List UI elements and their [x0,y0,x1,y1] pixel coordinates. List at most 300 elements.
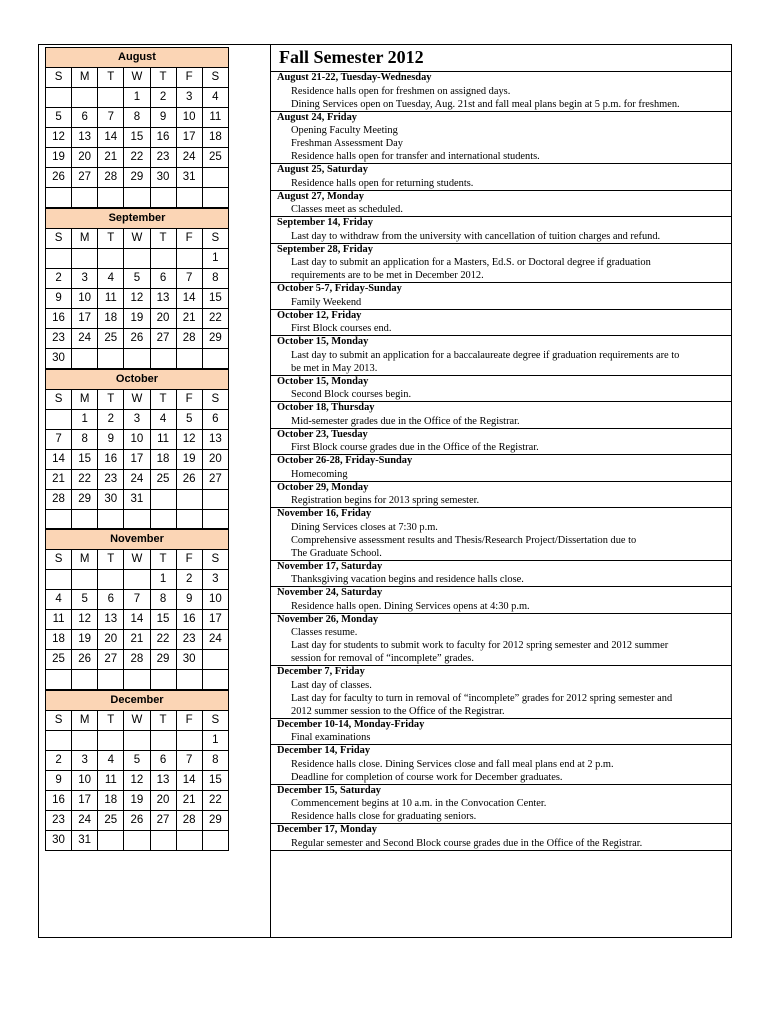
event-date: November 17, Saturday [277,560,383,572]
event-description: Last day to submit an application for a baccalaureate degree if graduation requirements are to [291,349,680,361]
week-row [46,188,229,208]
month-calendar-december [45,690,229,851]
day-of-week-header: T [98,711,124,731]
event-description: Regular semester and Second Block course grades due in the Office of the Registrar. [291,837,643,849]
day-cell: 31 [124,489,150,509]
day-of-week-header: S [46,228,72,248]
week-row [46,650,229,670]
calendar-document [38,44,732,938]
day-cell: 30 [150,168,176,188]
day-cell: 26 [46,168,72,188]
day-cell: 18 [98,791,124,811]
event-date: August 24, Friday [277,111,357,123]
event-date: November 16, Friday [277,508,372,519]
day-cell [176,188,202,208]
event-entry [271,745,731,785]
day-cell: 22 [72,469,98,489]
day-of-week-header: W [124,228,150,248]
event-entry [271,376,731,403]
day-cell: 20 [150,791,176,811]
day-of-week-header: W [124,389,150,409]
day-cell: 8 [150,590,176,610]
day-cell [150,831,176,851]
event-description: The Graduate School. [291,547,382,559]
day-cell: 6 [202,409,228,429]
day-cell: 11 [46,610,72,630]
month-calendar-august [45,47,229,208]
week-row [46,831,229,851]
event-description: Classes meet as scheduled. [291,204,403,215]
day-cell [202,509,228,529]
day-cell: 17 [202,610,228,630]
day-cell: 14 [176,288,202,308]
day-cell: 9 [98,429,124,449]
day-of-week-header: S [46,68,72,88]
day-cell: 23 [46,328,72,348]
day-of-week-header: T [150,228,176,248]
day-cell: 2 [46,268,72,288]
day-cell: 25 [98,328,124,348]
day-of-week-header: T [98,389,124,409]
day-cell: 9 [176,590,202,610]
event-date: August 25, Saturday [277,164,368,175]
day-cell [72,670,98,690]
day-cell: 5 [124,751,150,771]
event-entry [271,429,731,456]
event-date: October 12, Friday [277,309,362,321]
event-date: October 26-28, Friday-Sunday [277,455,413,466]
event-entry [271,310,731,337]
day-cell: 21 [98,148,124,168]
day-cell [98,731,124,751]
day-cell: 15 [72,449,98,469]
day-cell: 7 [46,429,72,449]
week-row [46,630,229,650]
day-of-week-header: T [98,228,124,248]
day-cell: 25 [150,469,176,489]
day-cell: 4 [98,751,124,771]
day-cell [98,831,124,851]
day-cell: 1 [124,88,150,108]
event-entry [271,402,731,429]
day-cell: 2 [150,88,176,108]
event-description: requirements are to be met in December 2012. [291,270,484,281]
day-cell [150,348,176,368]
day-cell [202,489,228,509]
week-row [46,791,229,811]
day-of-week-header: S [202,550,228,570]
day-cell [72,88,98,108]
day-cell: 20 [202,449,228,469]
day-cell: 6 [150,268,176,288]
month-calendar-november [45,529,229,690]
event-date: October 5-7, Friday-Sunday [277,283,402,294]
day-of-week-header: S [46,711,72,731]
day-cell: 1 [202,731,228,751]
event-date: November 26, Monday [277,613,379,625]
day-cell: 10 [202,590,228,610]
day-cell: 5 [124,268,150,288]
day-cell: 27 [72,168,98,188]
day-cell [150,670,176,690]
day-cell: 16 [150,128,176,148]
event-date: October 29, Monday [277,481,369,493]
day-cell [72,509,98,529]
month-name: December [46,691,229,711]
day-cell: 28 [46,489,72,509]
day-cell: 11 [202,108,228,128]
day-cell: 17 [72,791,98,811]
day-cell: 6 [150,751,176,771]
day-cell: 6 [98,590,124,610]
day-cell [202,348,228,368]
event-entry [271,666,731,719]
day-cell: 19 [124,791,150,811]
day-of-week-header: S [202,711,228,731]
day-cell: 25 [46,650,72,670]
week-row [46,429,229,449]
event-description: Freshman Assessment Day [291,138,403,149]
day-cell: 13 [150,288,176,308]
day-cell: 27 [150,811,176,831]
day-cell: 20 [72,148,98,168]
day-cell [150,509,176,529]
week-row [46,570,229,590]
day-cell: 30 [46,831,72,851]
event-description: Mid-semester grades due in the Office of the Registrar. [291,415,520,427]
day-cell: 24 [124,469,150,489]
day-cell [176,489,202,509]
day-cell: 26 [176,469,202,489]
day-cell: 3 [124,409,150,429]
event-description: Comprehensive assessment results and Thesis/Research Project/Dissertation due to [291,534,637,546]
day-cell [98,188,124,208]
week-row [46,590,229,610]
day-cell [176,248,202,268]
day-cell [46,509,72,529]
week-row [46,771,229,791]
month-name: October [46,369,229,389]
day-cell [72,248,98,268]
event-description: Residence halls open for freshmen on assigned days. [291,85,511,97]
day-cell: 29 [202,811,228,831]
page-title: Fall Semester 2012 [271,45,731,72]
event-description: Residence halls close for graduating seniors. [291,811,477,822]
day-cell [202,831,228,851]
event-date: December 10-14, Monday-Friday [277,718,425,730]
day-cell: 20 [98,630,124,650]
day-cell: 2 [46,751,72,771]
day-cell: 14 [98,128,124,148]
day-cell: 22 [124,148,150,168]
day-cell: 8 [124,108,150,128]
day-cell [98,509,124,529]
day-of-week-header: M [72,228,98,248]
day-cell: 4 [98,268,124,288]
day-of-week-header: T [98,68,124,88]
event-description: Registration begins for 2013 spring semester. [291,495,480,506]
day-cell: 30 [46,348,72,368]
day-cell: 19 [72,630,98,650]
event-description: Deadline for completion of course work for December graduates. [291,771,563,783]
event-description: Last day to withdraw from the university with cancellation of tuition charges and refund. [291,230,661,242]
event-description: Final examinations [291,732,371,743]
day-cell [176,670,202,690]
day-of-week-header: M [72,711,98,731]
day-of-week-header: M [72,389,98,409]
day-of-week-header: W [124,550,150,570]
day-cell: 3 [72,268,98,288]
day-cell: 29 [72,489,98,509]
event-date: October 15, Monday [277,375,369,387]
week-row [46,409,229,429]
day-cell: 5 [176,409,202,429]
event-date: December 14, Friday [277,745,371,756]
week-row [46,469,229,489]
event-date: September 28, Friday [277,243,373,255]
day-cell: 1 [202,248,228,268]
event-entry [271,283,731,310]
event-entry [271,824,731,851]
day-cell [202,650,228,670]
day-cell: 28 [176,811,202,831]
event-entry [271,455,731,482]
day-cell: 20 [150,308,176,328]
day-cell [72,188,98,208]
day-cell: 13 [202,429,228,449]
week-row [46,308,229,328]
day-cell: 23 [98,469,124,489]
day-cell [46,670,72,690]
day-cell: 24 [72,811,98,831]
event-description: First Block courses end. [291,323,392,334]
event-entry [271,719,731,746]
day-cell [176,831,202,851]
week-row [46,288,229,308]
day-cell [124,670,150,690]
week-row [46,128,229,148]
day-cell: 27 [150,328,176,348]
event-description: Classes resume. [291,627,358,638]
day-cell: 4 [202,88,228,108]
month-name: November [46,530,229,550]
day-cell: 13 [150,771,176,791]
day-cell: 28 [98,168,124,188]
day-cell: 19 [176,449,202,469]
event-description: Residence halls close. Dining Services close and fall meal plans end at 2 p.m. [291,758,614,770]
event-description: Thanksgiving vacation begins and residence halls close. [291,574,524,585]
event-entry [271,561,731,588]
event-date: October 18, Thursday [277,402,375,413]
day-cell: 7 [98,108,124,128]
day-cell: 15 [202,771,228,791]
event-entry [271,191,731,218]
day-cell: 21 [124,630,150,650]
day-cell [202,670,228,690]
event-entry [271,217,731,244]
event-description: Homecoming [291,468,348,480]
month-calendar-september [45,208,229,369]
day-of-week-header: F [176,228,202,248]
day-cell: 28 [176,328,202,348]
day-cell [124,248,150,268]
day-cell: 18 [202,128,228,148]
event-description: Dining Services closes at 7:30 p.m. [291,521,438,533]
day-cell: 11 [98,288,124,308]
day-cell: 17 [124,449,150,469]
day-cell: 16 [46,791,72,811]
event-description: Dining Services open on Tuesday, Aug. 21st and fall meal plans begin at 5 p.m. for freshmen. [291,98,680,110]
day-cell: 16 [46,308,72,328]
day-cell [98,670,124,690]
event-entry [271,785,731,825]
day-cell: 17 [176,128,202,148]
week-row [46,731,229,751]
day-cell [72,731,98,751]
day-cell: 22 [150,630,176,650]
day-cell: 18 [46,630,72,650]
day-cell [124,831,150,851]
day-cell: 13 [98,610,124,630]
event-description: First Block course grades due in the Office of the Registrar. [291,442,539,453]
month-name: September [46,208,229,228]
event-description: Residence halls open for transfer and international students. [291,151,540,162]
day-cell: 26 [124,328,150,348]
day-cell [176,348,202,368]
day-cell [150,188,176,208]
day-cell: 1 [72,409,98,429]
day-cell: 12 [124,771,150,791]
event-description: Family Weekend [291,296,362,308]
day-cell [46,570,72,590]
day-of-week-header: T [150,68,176,88]
day-cell: 7 [176,751,202,771]
day-cell [46,731,72,751]
event-date: November 24, Saturday [277,587,383,598]
week-row [46,168,229,188]
day-cell [124,731,150,751]
day-cell [124,570,150,590]
day-cell: 28 [124,650,150,670]
day-cell: 26 [72,650,98,670]
day-cell: 8 [72,429,98,449]
day-cell [46,409,72,429]
day-cell [98,248,124,268]
day-cell [72,348,98,368]
day-cell: 10 [72,288,98,308]
event-description: Residence halls open for returning students. [291,177,474,189]
day-cell: 14 [46,449,72,469]
day-cell: 7 [176,268,202,288]
day-of-week-header: S [202,389,228,409]
day-of-week-header: T [98,550,124,570]
day-cell: 29 [124,168,150,188]
day-cell: 16 [176,610,202,630]
day-cell [98,348,124,368]
day-of-week-header: S [202,68,228,88]
day-cell [98,88,124,108]
day-of-week-header: T [150,711,176,731]
event-entry [271,244,731,284]
day-cell: 9 [150,108,176,128]
day-cell [46,188,72,208]
day-cell [150,248,176,268]
event-entry [271,482,731,509]
event-description: Opening Faculty Meeting [291,125,398,136]
event-date: October 23, Tuesday [277,428,368,440]
day-cell: 24 [72,328,98,348]
day-of-week-header: S [202,228,228,248]
day-cell: 23 [150,148,176,168]
week-row [46,751,229,771]
day-cell [150,489,176,509]
semester-schedule [271,45,731,937]
day-cell: 22 [202,308,228,328]
event-description: session for removal of “incomplete” grades. [291,653,474,664]
day-cell [46,248,72,268]
day-cell: 4 [150,409,176,429]
day-cell: 29 [202,328,228,348]
day-cell: 24 [202,630,228,650]
day-of-week-header: F [176,68,202,88]
event-description: Last day to submit an application for a Masters, Ed.S. or Doctoral degree if graduation [291,257,651,268]
day-cell [98,570,124,590]
day-cell: 16 [98,449,124,469]
event-list [271,72,731,851]
event-description: Second Block courses begin. [291,389,412,400]
day-cell: 10 [72,771,98,791]
day-cell: 17 [72,308,98,328]
day-cell: 19 [124,308,150,328]
day-cell: 1 [150,570,176,590]
day-of-week-header: S [46,550,72,570]
day-cell: 25 [98,811,124,831]
day-cell: 13 [72,128,98,148]
week-row [46,449,229,469]
day-cell: 8 [202,268,228,288]
day-cell: 5 [46,108,72,128]
day-cell: 10 [176,108,202,128]
day-cell: 7 [124,590,150,610]
day-cell: 3 [72,751,98,771]
day-of-week-header: S [46,389,72,409]
day-cell: 23 [46,811,72,831]
day-cell: 11 [98,771,124,791]
event-entry [271,614,731,667]
day-cell: 21 [46,469,72,489]
day-cell: 15 [124,128,150,148]
day-of-week-header: W [124,68,150,88]
event-description: be met in May 2013. [291,362,378,374]
event-date: December 17, Monday [277,824,377,835]
event-description: Last day for students to submit work to faculty for 2012 spring semester and 2012 summer [291,640,669,651]
day-cell [176,509,202,529]
event-description: Commencement begins at 10 a.m. in the Convocation Center. [291,798,547,809]
week-row [46,268,229,288]
day-cell: 14 [176,771,202,791]
day-cell [124,348,150,368]
event-entry [271,587,731,614]
week-row [46,348,229,368]
day-cell: 4 [46,590,72,610]
day-of-week-header: T [150,389,176,409]
month-calendar-october [45,369,229,530]
day-cell: 5 [72,590,98,610]
day-cell: 21 [176,791,202,811]
day-cell: 27 [202,469,228,489]
event-date: December 15, Saturday [277,784,381,796]
monthly-calendars [39,45,271,937]
